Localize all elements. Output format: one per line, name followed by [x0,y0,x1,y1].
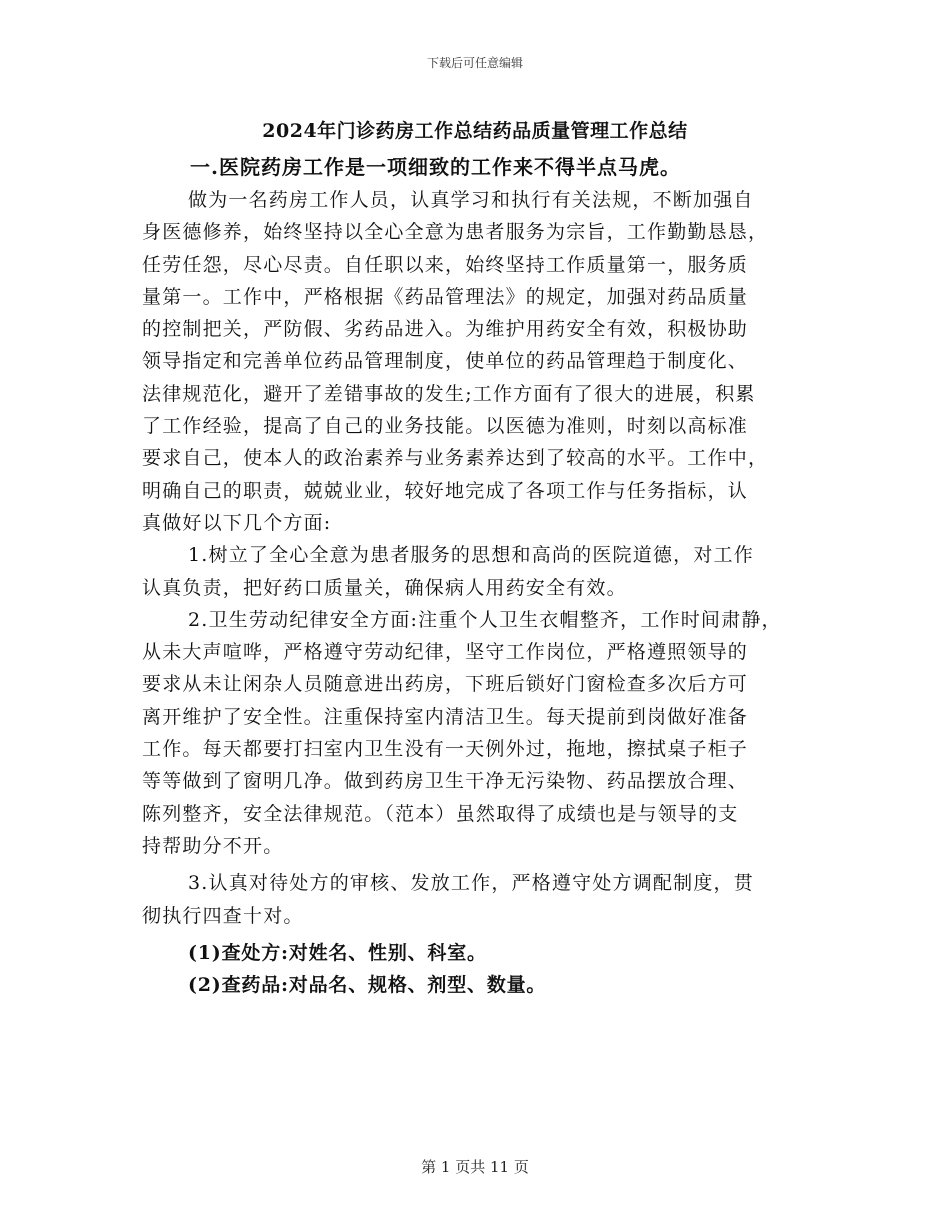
paragraph-line: 了工作经验，提高了自己的业务技能。以医德为准则，时刻以高标准 [142,415,749,438]
paragraph-line: 的控制把关，严防假、劣药品进入。为维护用药安全有效，积极协助 [142,318,749,341]
list-item-2-line: 从未大声喧哗，严格遵守劳动纪律，坚守工作岗位，严格遵照领导的 [142,641,749,664]
list-item-2-line: 2.卫生劳动纪律安全方面:注重个人卫生衣帽整齐，工作时间肃静， [188,608,782,631]
list-item-2-line: 陈列整齐，安全法律规范。（范本）虽然取得了成绩也是与领导的支 [142,802,739,825]
page-footer: 第 1 页共 11 页 [421,1158,529,1176]
paragraph-line: 领导指定和完善单位药品管理制度，使单位的药品管理趋于制度化、 [142,350,749,373]
paragraph-line: 真做好以下几个方面: [142,511,332,534]
list-item-2-line: 持帮助分不开。 [142,834,284,857]
list-item-2-line: 等等做到了窗明几净。做到药房卫生干净无污染物、药品摆放合理、 [142,770,749,793]
list-item-3-line: 3.认真对待处方的审核、发放工作，严格遵守处方调配制度，贯 [188,872,754,895]
paragraph-line: 明确自己的职责，兢兢业业，较好地完成了各项工作与任务指标，认 [142,479,749,502]
paragraph-line: 身医德修养，始终坚持以全心全意为患者服务为宗旨，工作勤勤恳恳， [142,221,769,244]
paragraph-line: 做为一名药房工作人员，认真学习和执行有关法规，不断加强自 [188,189,754,211]
document-body [142,184,832,1001]
sub-item-2: (2)查药品:对品名、规格、剂型、数量。 [188,974,547,997]
document-title: 2024年门诊药房工作总结药品质量管理工作总结 [262,120,688,142]
paragraph-line: 法律规范化，避开了差错事故的发生;工作方面有了很大的进展，积累 [142,382,756,405]
sub-item-1: (1)查处方:对姓名、性别、科室。 [188,941,487,964]
list-item-1-line: 认真负责，把好药口质量关，确保病人用药安全有效。 [142,576,627,599]
page-header: 下载后可任意编辑 [426,56,523,70]
list-item-2-line: 要求从未让闲杂人员随意进出药房，下班后锁好门窗检查多次后方可 [142,673,749,696]
list-item-2-line: 工作。每天都要打扫室内卫生没有一天例外过，拖地，擦拭桌子柜子 [142,738,749,761]
list-item-2-line: 离开维护了安全性。注重保持室内清洁卫生。每天提前到岗做好准备 [142,705,749,728]
paragraph-line: 量第一。工作中，严格根据《药品管理法》的规定，加强对药品质量 [142,285,749,308]
list-item-3-line: 彻执行四查十对。 [142,904,304,927]
section-heading-1: 一.医院药房工作是一项细致的工作来不得半点马虎。 [190,155,681,179]
paragraph-line: 任劳任怨，尽心尽责。自任职以来，始终坚持工作质量第一，服务质 [142,253,749,276]
paragraph-line: 要求自己，使本人的政治素养与业务素养达到了较高的水平。工作中， [142,447,769,470]
list-item-1-line: 1.树立了全心全意为患者服务的思想和高尚的医院道德，对工作 [188,544,754,567]
